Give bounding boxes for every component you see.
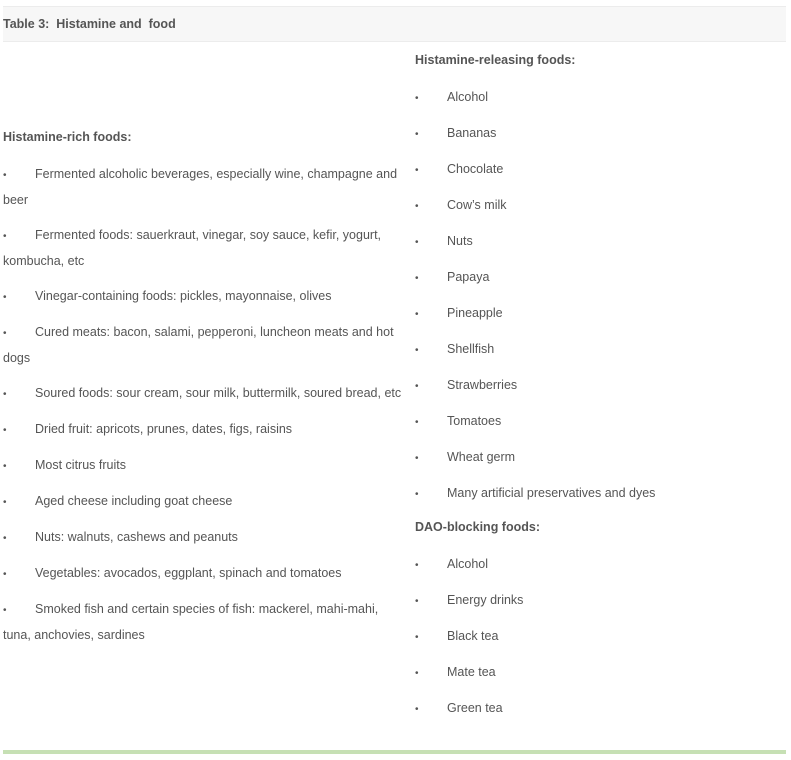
bullet-icon: • [415, 201, 419, 212]
bullet-icon: • [415, 273, 419, 284]
table-caption: Table 3: Histamine and food [3, 6, 786, 42]
list-item-text: Vinegar-containing foods: pickles, mayonnaise, olives [35, 289, 332, 303]
list-item-text: Most citrus fruits [35, 458, 126, 472]
list-item [415, 301, 785, 327]
bullet-icon: • [415, 309, 419, 320]
list-item-text: Mate tea [447, 665, 496, 679]
list-item [3, 525, 405, 551]
list-item-text: Tomatoes [447, 414, 502, 428]
list-item [3, 561, 405, 587]
bottom-border-bar [3, 750, 786, 754]
list-item-text: Fermented alcoholic beverages, especially wine, champagne and beer [3, 167, 398, 207]
bullet-icon: • [415, 345, 419, 356]
list-item [415, 552, 785, 578]
list-item-text: Strawberries [447, 378, 518, 392]
list-item-text: Wheat germ [447, 450, 516, 464]
list-item [3, 417, 405, 443]
list-item-text: Soured foods: sour cream, sour milk, buttermilk, soured bread, etc [35, 386, 402, 400]
bullet-icon: • [415, 129, 419, 140]
bullet-icon: • [415, 704, 419, 715]
histamine-rich-list [3, 162, 405, 648]
bullet-icon: • [3, 569, 7, 580]
list-item-text: Energy drinks [447, 593, 524, 607]
list-item [415, 337, 785, 363]
list-item [415, 229, 785, 255]
list-item [415, 481, 785, 507]
list-item-text: Alcohol [447, 557, 488, 571]
dao-blocking-list [415, 552, 785, 722]
list-item-text: Aged cheese including goat cheese [35, 494, 233, 508]
list-item-text: Black tea [447, 629, 499, 643]
dao-blocking-heading: DAO-blocking foods: [415, 520, 540, 534]
list-item-text: Smoked fish and certain species of fish: mackerel, mahi-mahi, tuna, anchovies, sardines [3, 602, 379, 642]
bullet-icon: • [415, 596, 419, 607]
list-item [415, 696, 785, 722]
list-item-text: Nuts: walnuts, cashews and peanuts [35, 530, 238, 544]
bullet-icon: • [415, 165, 419, 176]
list-item [415, 624, 785, 650]
list-item [3, 162, 405, 213]
bullet-icon: • [415, 668, 419, 679]
list-item [415, 588, 785, 614]
histamine-releasing-list [415, 85, 785, 507]
bullet-icon: • [3, 461, 7, 472]
histamine-rich-column [3, 127, 405, 658]
list-item-text: Chocolate [447, 162, 504, 176]
list-item [415, 660, 785, 686]
list-item-text: Fermented foods: sauerkraut, vinegar, soy sauce, kefir, yogurt, kombucha, etc [3, 228, 382, 268]
list-item [415, 409, 785, 435]
list-item [415, 373, 785, 399]
list-item [3, 284, 405, 310]
histamine-rich-heading: Histamine-rich foods: [3, 130, 132, 144]
list-item-text: Alcohol [447, 90, 488, 104]
list-item-text: Pineapple [447, 306, 503, 320]
list-item-text: Cured meats: bacon, salami, pepperoni, luncheon meats and hot dogs [3, 325, 394, 365]
list-item [415, 85, 785, 111]
bullet-icon: • [3, 605, 7, 616]
right-column [415, 50, 785, 732]
list-item-text: Cow’s milk [447, 198, 507, 212]
bullet-icon: • [415, 93, 419, 104]
bullet-icon: • [3, 328, 7, 339]
list-item-text: Papaya [447, 270, 490, 284]
bullet-icon: • [3, 292, 7, 303]
bullet-icon: • [415, 560, 419, 571]
list-item-text: Bananas [447, 126, 497, 140]
list-item-text: Dried fruit: apricots, prunes, dates, figs, raisins [35, 422, 293, 436]
list-item-text: Green tea [447, 701, 503, 715]
list-item [3, 320, 405, 371]
bullet-icon: • [415, 632, 419, 643]
list-item [415, 121, 785, 147]
bullet-icon: • [3, 425, 7, 436]
bullet-icon: • [415, 489, 419, 500]
list-item-text: Vegetables: avocados, eggplant, spinach and tomatoes [35, 566, 342, 580]
bullet-icon: • [415, 453, 419, 464]
list-item-text: Shellfish [447, 342, 495, 356]
list-item-text: Nuts [447, 234, 473, 248]
bullet-icon: • [3, 497, 7, 508]
bullet-icon: • [415, 237, 419, 248]
list-item [3, 223, 405, 274]
bullet-icon: • [3, 231, 7, 242]
bullet-icon: • [3, 170, 7, 181]
bullet-icon: • [3, 389, 7, 400]
histamine-releasing-heading: Histamine-releasing foods: [415, 53, 576, 67]
bullet-icon: • [415, 381, 419, 392]
list-item [415, 157, 785, 183]
list-item [3, 453, 405, 479]
bullet-icon: • [415, 417, 419, 428]
list-item [415, 193, 785, 219]
list-item-text: Many artificial preservatives and dyes [447, 486, 656, 500]
list-item [3, 381, 405, 407]
list-item [415, 265, 785, 291]
list-item [3, 489, 405, 515]
list-item [415, 445, 785, 471]
list-item [3, 597, 405, 648]
bullet-icon: • [3, 533, 7, 544]
